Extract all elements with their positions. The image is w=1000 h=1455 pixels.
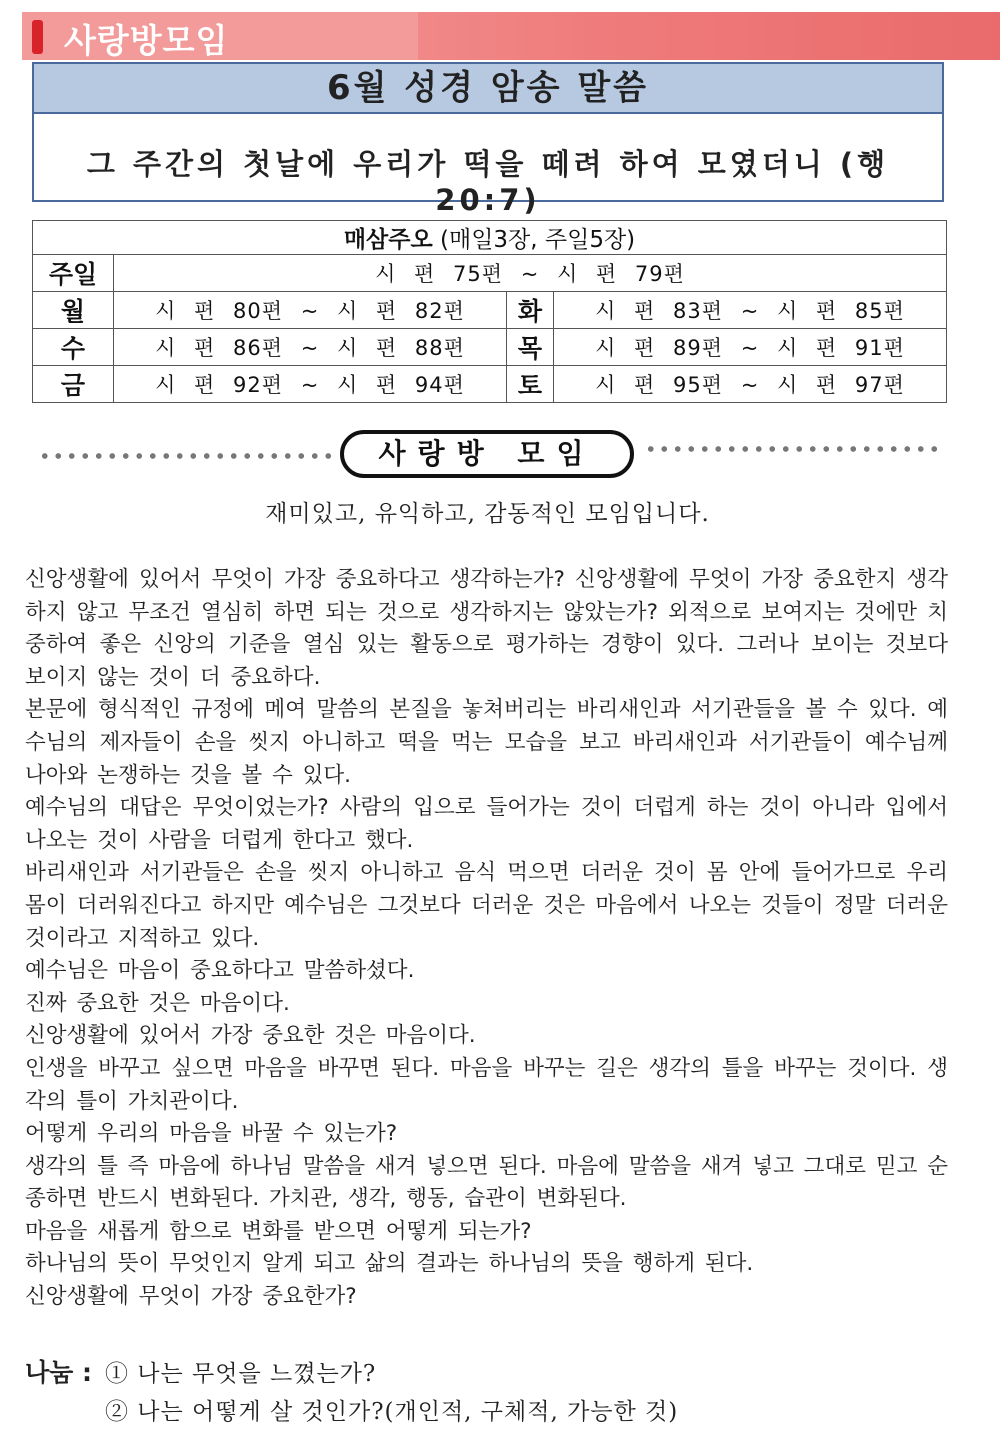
body-paragraph: 예수님의 대답은 무엇이었는가? 사람의 입으로 들어가는 것이 더럽게 하는 것이 아니라 입에서 나오는 것이 사람을 더럽게 한다고 했다. — [25, 795, 948, 853]
schedule-day: 금 — [33, 366, 114, 403]
body-paragraph: 바리새인과 서기관들은 손을 씻지 아니하고 음식 먹으면 더러운 것이 몸 안에 들어가므로 우리 몸이 더러워진다고 하지만 예수님은 그것보다 더러운 것은 마음에서 나오는 것들이 정말 더러운 것이라고 지적하고 있다. — [25, 860, 948, 951]
schedule-range: 시 편 86편 ~ 시 편 88편 — [114, 329, 507, 366]
schedule-row — [33, 292, 947, 329]
sharing-section — [25, 1355, 678, 1431]
schedule-row-sunday — [33, 255, 947, 292]
header-accent-tab — [32, 20, 43, 54]
schedule-row — [33, 329, 947, 366]
schedule-day: 월 — [33, 292, 114, 329]
dotted-divider-right — [644, 445, 940, 453]
schedule-range: 시 편 83편 ~ 시 편 85편 — [554, 292, 947, 329]
schedule-range: 시 편 89편 ~ 시 편 91편 — [554, 329, 947, 366]
body-paragraph: 신앙생활에 있어서 가장 중요한 것은 마음이다. — [25, 1023, 476, 1049]
body-paragraph: 신앙생활에 무엇이 가장 중요한가? — [25, 1284, 357, 1310]
body-paragraph: 어떻게 우리의 마음을 바꿀 수 있는가? — [25, 1121, 398, 1147]
schedule-range: 시 편 80편 ~ 시 편 82편 — [114, 292, 507, 329]
sharing-row-2 — [25, 1393, 678, 1431]
sharing-question-1: ① 나는 무엇을 느꼈는가? — [105, 1361, 377, 1387]
schedule-title-rest: (매일3장, 주일5장) — [432, 227, 636, 253]
memory-verse-text: 그 주간의 첫날에 우리가 떡을 떼려 하여 모였더니 (행 20:7) — [86, 147, 890, 217]
schedule-day: 토 — [507, 366, 554, 403]
sharing-row-1 — [25, 1355, 678, 1393]
sharing-label: 나눔 : — [25, 1358, 93, 1387]
schedule-day: 목 — [507, 329, 554, 366]
body-paragraph: 본문에 형식적인 규정에 메여 말씀의 본질을 놓쳐버리는 바리새인과 서기관들을 볼 수 있다. 예수님의 제자들이 손을 씻지 아니하고 떡을 먹는 모습을 보고 바리새인과 서기관들이 예수님께 나아와 논쟁하는 것을 볼 수 있다. — [25, 697, 948, 788]
schedule-title-row — [33, 221, 947, 255]
body-paragraph: 하나님의 뜻이 무엇인지 알게 되고 삶의 결과는 하나님의 뜻을 행하게 된다. — [25, 1251, 754, 1277]
schedule-day: 수 — [33, 329, 114, 366]
memory-verse-heading: 6월 성경 암송 말씀 — [34, 64, 942, 114]
reading-schedule-table — [32, 220, 947, 403]
body-paragraph: 생각의 틀 즉 마음에 하나님 말씀을 새겨 넣으면 된다. 마음에 말씀을 새겨 넣고 그대로 믿고 순종하면 반드시 변화된다. 가치관, 생각, 행동, 습관이 변화된다. — [25, 1153, 948, 1212]
body-paragraph: 마음을 새롭게 함으로 변화를 받으면 어떻게 되는가? — [25, 1218, 532, 1244]
memory-verse-box — [32, 62, 944, 217]
schedule-range: 시 편 92편 ~ 시 편 94편 — [114, 366, 507, 403]
body-paragraph: 신앙생활에 있어서 무엇이 가장 중요하다고 생각하는가? 신앙생활에 무엇이 가장 중요한지 생각하지 않고 무조건 열심히 하면 되는 것으로 생각하지는 않았는가? 외적으로 보여지는 것에만 치중하여 좋은 신앙의 기준을 열심 있는 활동으로 평가하는 경향이 있다. 그러나 보이는 것보다 보이지 않는 것이 더 중요하다. — [25, 567, 948, 690]
schedule-row — [33, 366, 947, 403]
schedule-day-sunday: 주일 — [33, 255, 114, 292]
body-paragraph: 예수님은 마음이 중요하다고 말씀하셨다. — [25, 958, 415, 984]
body-paragraph: 인생을 바꾸고 싶으면 마음을 바꾸면 된다. 마음을 바꾸는 길은 생각의 틀을 바꾸는 것이다. 생각의 틀이 가치관이다. — [25, 1055, 948, 1114]
schedule-range: 시 편 95편 ~ 시 편 97편 — [554, 366, 947, 403]
section-subtitle: 재미있고, 유익하고, 감동적인 모임입니다. — [265, 501, 710, 527]
schedule-title-cell — [33, 221, 947, 255]
body-paragraph: 진짜 중요한 것은 마음이다. — [25, 990, 290, 1016]
article-body — [25, 564, 948, 1314]
schedule-range-sunday: 시 편 75편 ~ 시 편 79편 — [114, 255, 947, 292]
section-pill-label: 사랑방 모임 — [340, 430, 634, 478]
sharing-question-2: ② 나는 어떻게 살 것인가?(개인적, 구체적, 가능한 것) — [105, 1399, 679, 1425]
schedule-title-bold: 매삼주오 — [343, 227, 433, 253]
header-title: 사랑방모임 — [64, 21, 229, 60]
header-banner — [22, 12, 1000, 60]
dotted-divider-left — [38, 452, 334, 460]
schedule-day: 화 — [507, 292, 554, 329]
